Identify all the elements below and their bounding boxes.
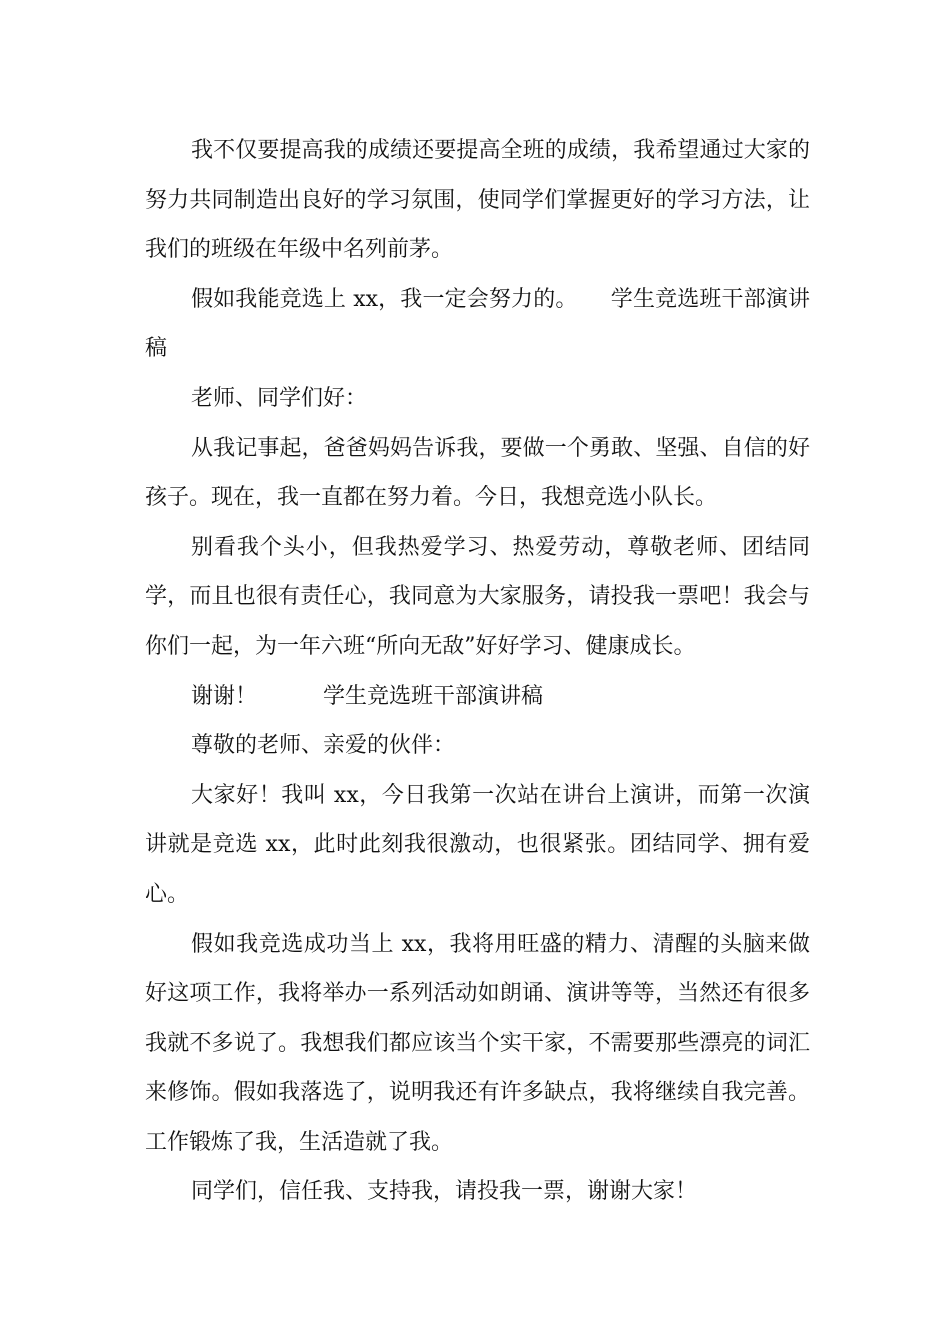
paragraph: 别看我个头小，但我热爱学习、热爱劳动，尊敬老师、团结同学，而且也很有责任心，我同意为大家服务，请投我一票吧！我会与你们一起，为一年六班“所向无敌”好好学习、健康成长。 [145, 534, 810, 659]
paragraph: 从我记事起，爸爸妈妈告诉我，要做一个勇敢、坚强、自信的好孩子。现在，我一直都在努力着。今日，我想竞选小队长。 [145, 435, 810, 511]
document-body [145, 126, 817, 1217]
paragraph: 谢谢！ 学生竞选班干部演讲稿 [191, 683, 544, 709]
paragraph: 假如我竞选成功当上 xx，我将用旺盛的精力、清醒的头脑来做好这项工作，我将举办一系列活动如朗诵、演讲等等，当然还有很多我就不多说了。我想我们都应该当个实干家，不需要那些漂亮的词汇来修饰。假如我落选了，说明我还有许多缺点，我将继续自我完善。 工作锻炼了我，生活造就了我。 [145, 931, 817, 1155]
paragraph: 我不仅要提高我的成绩还要提高全班的成绩，我希望通过大家的努力共同制造出良好的学习氛围，使同学们掌握更好的学习方法，让我们的班级在年级中名列前茅。 [145, 138, 810, 263]
paragraph: 老师、同学们好： [191, 385, 368, 411]
paragraph: 尊敬的老师、亲爱的伙伴： [191, 733, 456, 759]
paragraph: 假如我能竞选上 xx，我一定会努力的。 学生竞选班干部演讲稿 [145, 286, 810, 362]
paragraph: 同学们，信任我、支持我，请投我一票，谢谢大家！ [191, 1179, 698, 1205]
paragraph: 大家好！我叫 xx，今日我第一次站在讲台上演讲，而第一次演讲就是竞选 xx，此时此刻我很激动，也很紧张。团结同学、拥有爱心。 [145, 782, 810, 907]
